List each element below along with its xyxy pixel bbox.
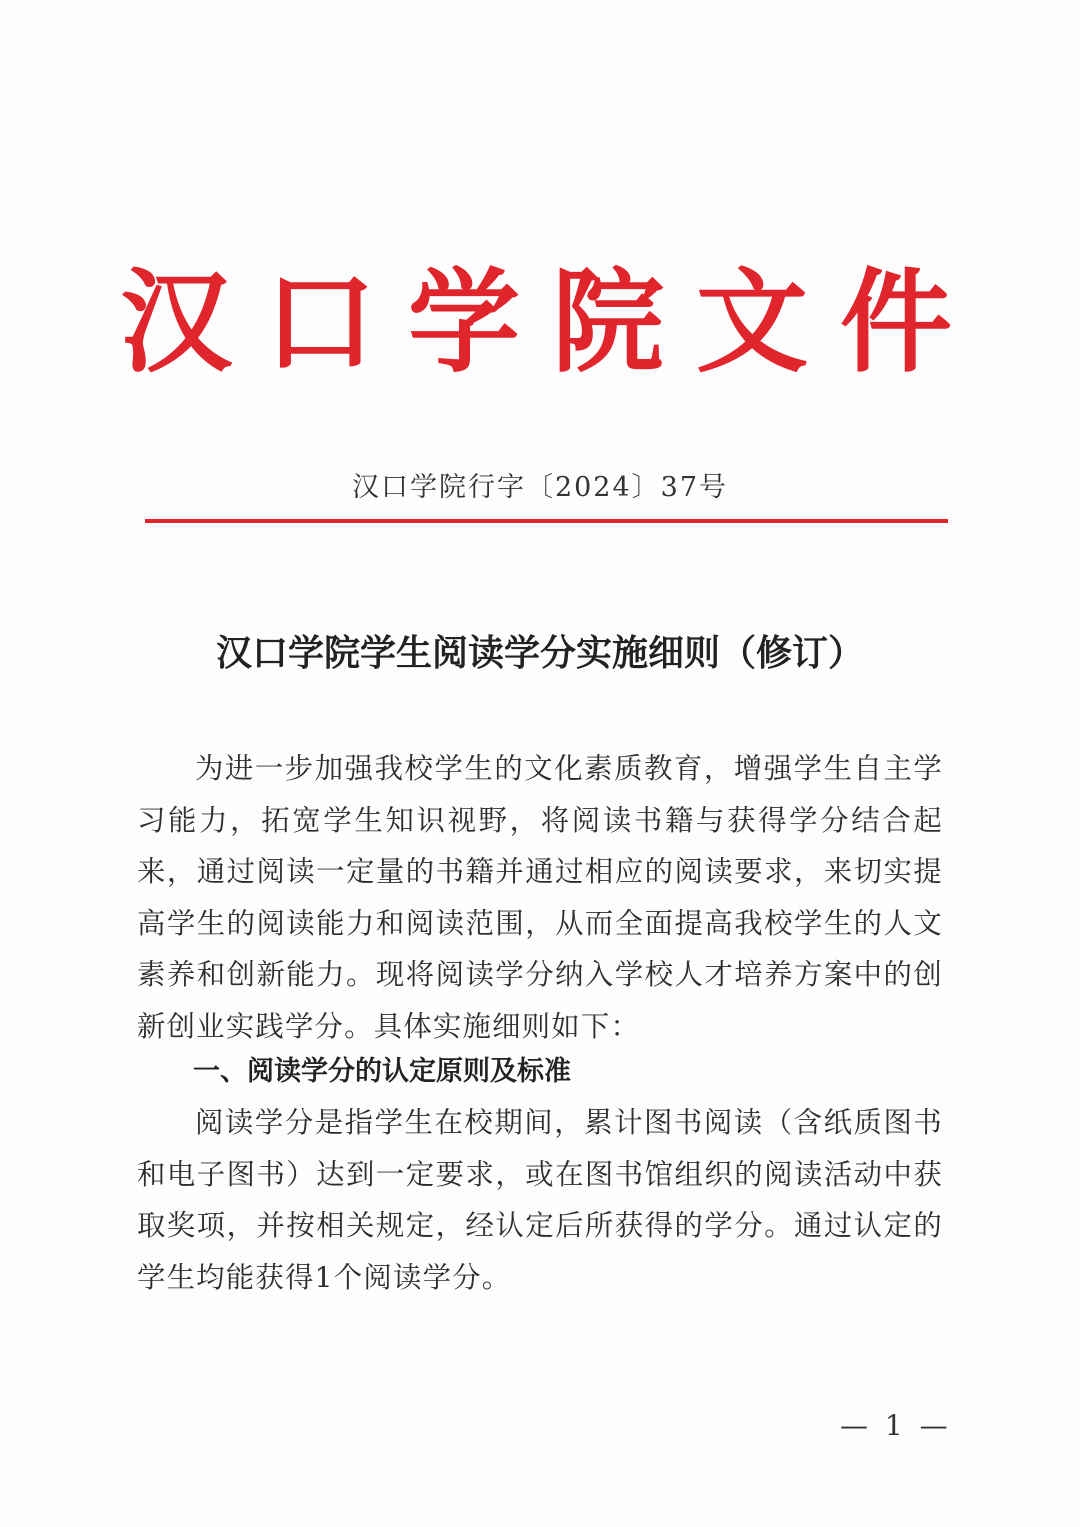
document-title: 汉口学院学生阅读学分实施细则（修订） [215, 633, 864, 674]
document-number: 汉口学院行字〔2024〕37号 [351, 472, 729, 503]
header-red-divider [145, 519, 948, 523]
section-heading: 一、阅读学分的认定原则及标准 [193, 1056, 571, 1087]
section-paragraph: 阅读学分是指学生在校期间，累计图书阅读（含纸质图书和电子图书）达到一定要求，或在图书馆组织的阅读活动中获取奖项，并按相关规定，经认定后所获得的学分。通过认定的学生均能获得1个阅读学分。 [137, 1106, 943, 1294]
document-header-title: 汉口学院文件 [120, 257, 984, 388]
page-number: — 1 — [840, 1409, 952, 1442]
intro-paragraph: 为进一步加强我校学生的文化素质教育，增强学生自主学习能力，拓宽学生知识视野，将阅读书籍与获得学分结合起来，通过阅读一定量的书籍并通过相应的阅读要求，来切实提高学生的阅读能力和阅读范围，从而全面提高我校学生的人文素养和创新能力。现将阅读学分纳入学校人才培养方案中的创新创业实践学分。具体实施细则如下： [137, 752, 943, 1043]
